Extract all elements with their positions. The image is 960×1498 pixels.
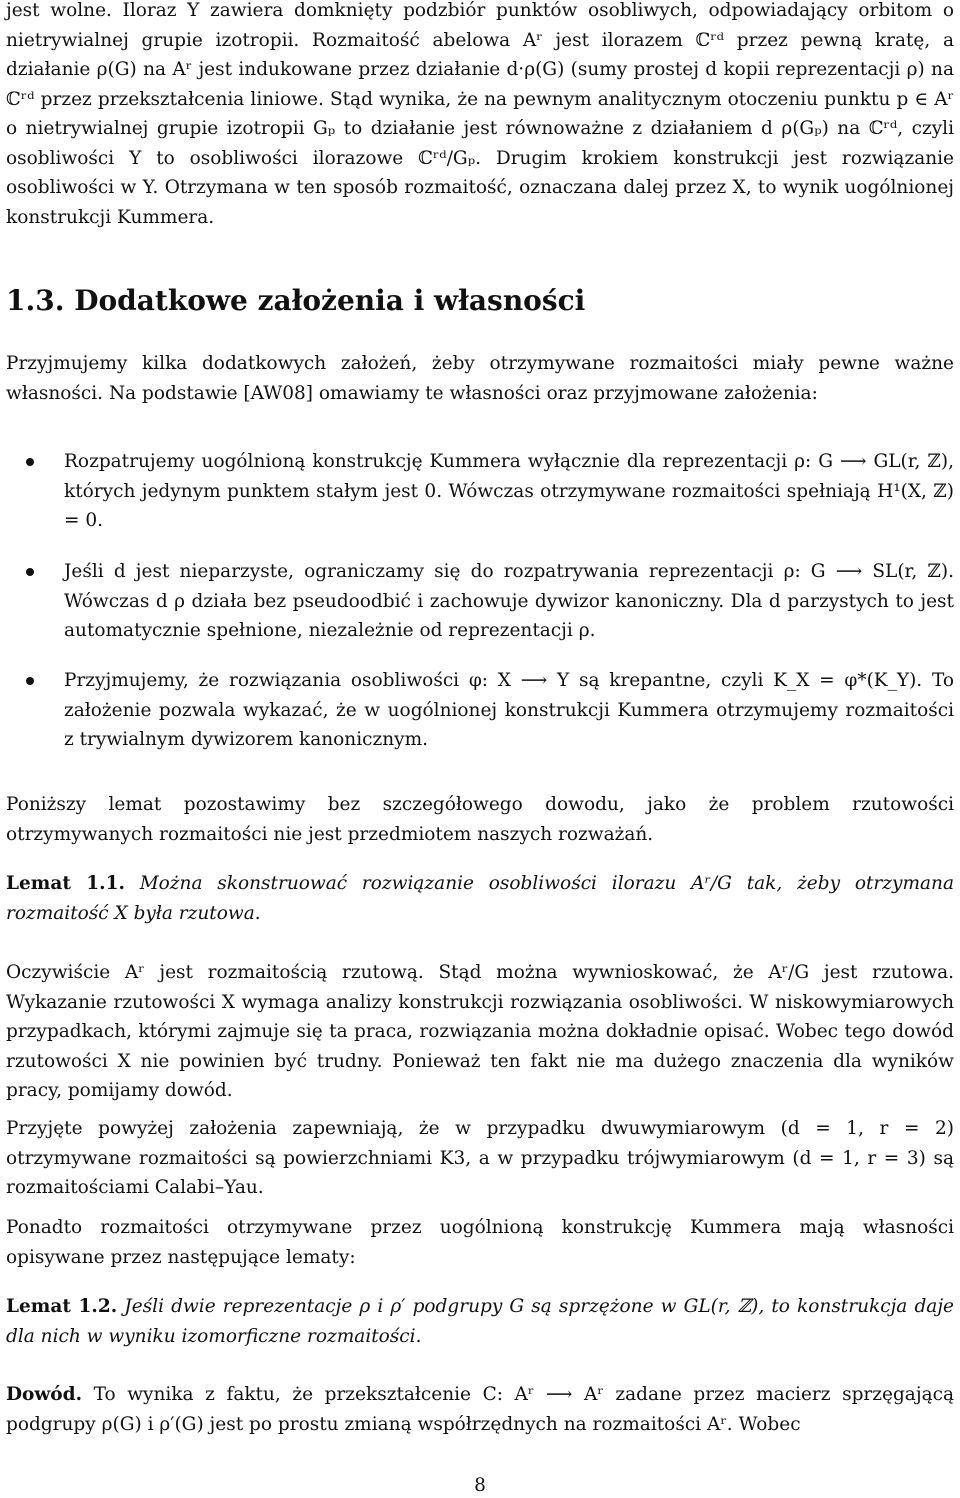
bullet-icon [26, 568, 34, 576]
bullet-text: Rozpatrujemy uogólnioną konstrukcję Kummera wyłącznie dla reprezentacji ρ: G ⟶ GL(r, ℤ), których jedynym punktem stałym jest 0. Wówczas otrzymywane rozmaitości spełniają H¹(X, ℤ) = 0. [64, 451, 954, 531]
bullet-list [6, 666, 954, 755]
list-item [6, 557, 954, 646]
lemma-statement: Można skonstruować rozwiązanie osobliwości ilorazu Aʳ/G tak, żeby otrzymana rozmaitość X była rzutowa. [6, 873, 954, 924]
bullet-text: Jeśli d jest nieparzyste, ograniczamy się do rozpatrywania reprezentacji ρ: G ⟶ SL(r, ℤ). Wówczas d ρ działa bez pseudoodbić i zachowuje dywizor kanoniczny. Dla d parzystych to jest automatycznie spełnione, niezależnie od reprezentacji ρ. [64, 561, 954, 641]
lemma-label: Lemat 1.2. [6, 1296, 118, 1317]
paragraph-intro: Przyjmujemy kilka dodatkowych założeń, żeby otrzymywane rozmaitości miały pewne ważne własności. Na podstawie [AW08] omawiamy te własności oraz przyjmowane założenia: [6, 353, 954, 404]
paragraph-oczywiscie: Oczywiście Aʳ jest rozmaitością rzutową. Stąd można wywnioskować, że Aʳ/G jest rzutowa. Wykazanie rzutowości X wymaga analizy konstrukcji rozwiązania osobliwości. W niskowymiarowych przypadkach, którymi zajmuje się ta praca, rozwiązania można dokładnie opisać. Wobec tego dowód rzutowości X nie powinien być trudny. Ponieważ ten fakt nie ma dużego znaczenia dla wyników pracy, pomijamy dowód. [6, 962, 954, 1101]
list-item [6, 447, 954, 536]
list-item [6, 666, 954, 755]
proof [6, 1380, 954, 1439]
paragraph-przyjete: Przyjęte powyżej założenia zapewniają, że w przypadku dwuwymiarowym (d = 1, r = 2) otrzymywane rozmaitości są powierzchniami K3, a w przypadku trójwymiarowym (d = 1, r = 3) są rozmaitościami Calabi–Yau. [6, 1118, 954, 1198]
proof-text: To wynika z faktu, że przekształcenie C: Aʳ ⟶ Aʳ zadane przez macierz sprzęgającą podgrupy ρ(G) i ρ′(G) jest po prostu zmianą współrzędnych na rozmaitości Aʳ. Wobec [6, 1384, 954, 1435]
section-heading: 1.3. Dodatkowe założenia i własności [6, 284, 586, 317]
lemma-1-2 [6, 1292, 954, 1351]
bullet-text: Przyjmujemy, że rozwiązania osobliwości φ: X ⟶ Y są krepantne, czyli K_X = φ*(K_Y). To założenie pozwala wykazać, że w uogólnionej konstrukcji Kummera otrzymujemy rozmaitości z trywialnym dywizorem kanonicznym. [64, 670, 954, 750]
paragraph-top: jest wolne. Iloraz Y zawiera domknięty podzbiór punktów osobliwych, odpowiadający orbitom o nietrywialnej grupie izotropii. Rozmaitość abelowa Aʳ jest ilorazem ℂʳᵈ przez pewną kratę, a działanie ρ(G) na Aʳ jest indukowane przez działanie d·ρ(G) (sumy prostej d kopii reprezentacji ρ) na ℂʳᵈ przez przekształcenia liniowe. Stąd wynika, że na pewnym analitycznym otoczeniu punktu p ∈ Aʳ o nietrywialnej grupie izotropii Gₚ to działanie jest równoważne z działaniem d ρ(Gₚ) na ℂʳᵈ, czyli osobliwości Y to osobliwości ilorazowe ℂʳᵈ/Gₚ. Drugim krokiem konstrukcji jest rozwiązanie osobliwości w Y. Otrzymana w ten sposób rozmaitość, oznaczana dalej przez X, to wynik uogólnionej konstrukcji Kummera. [6, 0, 954, 228]
bullet-icon [26, 458, 34, 466]
lemma-label: Lemat 1.1. [6, 873, 125, 894]
bullet-list [6, 557, 954, 646]
paragraph-lemma-intro: Poniższy lemat pozostawimy bez szczegółowego dowodu, jako że problem rzutowości otrzymywanych rozmaitości nie jest przedmiotem naszych rozważań. [6, 794, 954, 845]
lemma-1-1 [6, 869, 954, 928]
paragraph-ponadto: Ponadto rozmaitości otrzymywane przez uogólnioną konstrukcję Kummera mają własności opisywane przez następujące lematy: [6, 1217, 954, 1268]
bullet-icon [26, 677, 34, 685]
lemma-statement: Jeśli dwie reprezentacje ρ i ρ′ podgrupy G są sprzężone w GL(r, ℤ), to konstrukcja daje dla nich w wyniku izomorficzne rozmaitości. [6, 1296, 955, 1347]
page-number: 8 [474, 1475, 486, 1496]
proof-label: Dowód. [6, 1384, 83, 1405]
bullet-list [6, 447, 954, 536]
